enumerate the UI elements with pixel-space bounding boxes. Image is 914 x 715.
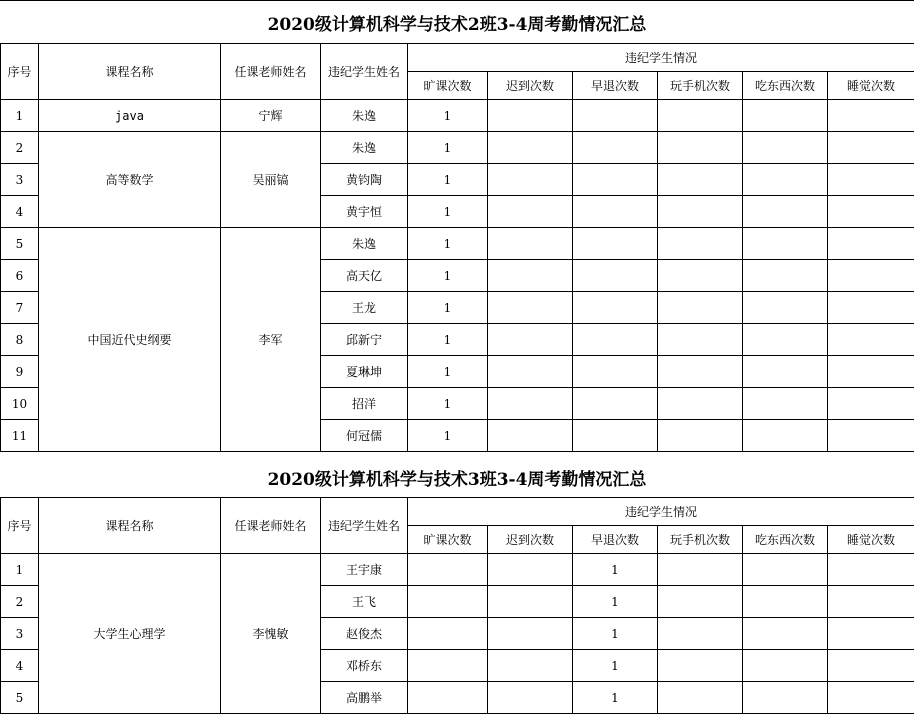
header-teacher: 任课老师姓名 [221,498,321,554]
course-cell: java [39,100,221,132]
attendance-table-class3 [0,497,914,714]
header-late: 迟到次数 [488,72,573,100]
sleep-count-cell [828,260,914,292]
header-violation-group: 违纪学生情况 [408,498,914,526]
late-count-cell [488,682,573,714]
phone-count-cell [658,324,743,356]
late-count-cell [488,228,573,260]
phone-count-cell [658,164,743,196]
absent-count-cell: 1 [408,388,488,420]
early-count-cell [573,292,658,324]
late-count-cell [488,164,573,196]
header-student: 违纪学生姓名 [321,44,408,100]
eat-count-cell [743,228,828,260]
header-course: 课程名称 [39,44,221,100]
late-count-cell [488,650,573,682]
seq-cell: 8 [1,324,39,356]
absent-count-cell: 1 [408,260,488,292]
student-cell: 黄钧陶 [321,164,408,196]
student-cell: 朱逸 [321,132,408,164]
early-count-cell: 1 [573,554,658,586]
teacher-cell: 李愧敏 [221,554,321,714]
late-count-cell [488,292,573,324]
header-student: 违纪学生姓名 [321,498,408,554]
header-sleep: 睡觉次数 [828,526,914,554]
top-border [0,0,914,1]
absent-count-cell [408,586,488,618]
attendance-table-class2 [0,43,914,452]
phone-count-cell [658,356,743,388]
sleep-count-cell [828,228,914,260]
seq-cell: 3 [1,164,39,196]
sleep-count-cell [828,618,914,650]
header-row [1,44,914,72]
student-cell: 高天亿 [321,260,408,292]
absent-count-cell: 1 [408,292,488,324]
eat-count-cell [743,356,828,388]
eat-count-cell [743,618,828,650]
eat-count-cell [743,682,828,714]
phone-count-cell [658,228,743,260]
early-count-cell [573,132,658,164]
absent-count-cell: 1 [408,132,488,164]
late-count-cell [488,324,573,356]
early-count-cell [573,228,658,260]
student-cell: 招洋 [321,388,408,420]
late-count-cell [488,618,573,650]
teacher-cell: 宁辉 [221,100,321,132]
seq-cell: 3 [1,618,39,650]
student-cell: 邱新宁 [321,324,408,356]
student-cell: 夏琳坤 [321,356,408,388]
header-violation-group: 违纪学生情况 [408,44,914,72]
header-absent: 旷课次数 [408,526,488,554]
late-count-cell [488,100,573,132]
student-cell: 黄宇恒 [321,196,408,228]
late-count-cell [488,554,573,586]
late-count-cell [488,196,573,228]
header-phone: 玩手机次数 [658,526,743,554]
seq-cell: 2 [1,586,39,618]
seq-cell: 4 [1,196,39,228]
eat-count-cell [743,132,828,164]
early-count-cell [573,100,658,132]
early-count-cell [573,420,658,452]
header-sleep: 睡觉次数 [828,72,914,100]
seq-cell: 5 [1,682,39,714]
phone-count-cell [658,132,743,164]
early-count-cell [573,196,658,228]
sleep-count-cell [828,420,914,452]
absent-count-cell: 1 [408,324,488,356]
eat-count-cell [743,260,828,292]
header-seq: 序号 [1,498,39,554]
eat-count-cell [743,650,828,682]
late-count-cell [488,420,573,452]
header-late: 迟到次数 [488,526,573,554]
student-cell: 王飞 [321,586,408,618]
phone-count-cell [658,100,743,132]
student-cell: 王龙 [321,292,408,324]
course-cell: 大学生心理学 [39,554,221,714]
table-row [1,132,914,164]
early-count-cell [573,356,658,388]
header-eat: 吃东西次数 [743,526,828,554]
teacher-cell: 李军 [221,228,321,452]
student-cell: 朱逸 [321,100,408,132]
absent-count-cell: 1 [408,228,488,260]
phone-count-cell [658,420,743,452]
teacher-cell: 吴丽镐 [221,132,321,228]
seq-cell: 7 [1,292,39,324]
seq-cell: 2 [1,132,39,164]
late-count-cell [488,586,573,618]
absent-count-cell: 1 [408,196,488,228]
seq-cell: 1 [1,554,39,586]
phone-count-cell [658,650,743,682]
table-row [1,228,914,260]
sleep-count-cell [828,650,914,682]
eat-count-cell [743,420,828,452]
sleep-count-cell [828,682,914,714]
header-phone: 玩手机次数 [658,72,743,100]
sleep-count-cell [828,196,914,228]
course-cell: 中国近代史纲要 [39,228,221,452]
header-early: 早退次数 [573,72,658,100]
early-count-cell: 1 [573,650,658,682]
header-teacher: 任课老师姓名 [221,44,321,100]
sleep-count-cell [828,100,914,132]
section-title-1: 2020级计算机科学与技术2班3-4周考勤情况汇总 [267,15,647,35]
eat-count-cell [743,164,828,196]
seq-cell: 11 [1,420,39,452]
early-count-cell [573,164,658,196]
phone-count-cell [658,618,743,650]
early-count-cell [573,260,658,292]
absent-count-cell [408,618,488,650]
eat-count-cell [743,324,828,356]
sleep-count-cell [828,356,914,388]
header-absent: 旷课次数 [408,72,488,100]
early-count-cell [573,324,658,356]
seq-cell: 1 [1,100,39,132]
absent-count-cell [408,682,488,714]
phone-count-cell [658,260,743,292]
phone-count-cell [658,586,743,618]
sleep-count-cell [828,388,914,420]
student-cell: 朱逸 [321,228,408,260]
absent-count-cell [408,650,488,682]
late-count-cell [488,356,573,388]
sleep-count-cell [828,586,914,618]
eat-count-cell [743,554,828,586]
eat-count-cell [743,586,828,618]
student-cell: 王宇康 [321,554,408,586]
seq-cell: 9 [1,356,39,388]
sleep-count-cell [828,292,914,324]
absent-count-cell: 1 [408,164,488,196]
late-count-cell [488,260,573,292]
sleep-count-cell [828,132,914,164]
seq-cell: 10 [1,388,39,420]
sleep-count-cell [828,324,914,356]
phone-count-cell [658,196,743,228]
late-count-cell [488,388,573,420]
absent-count-cell: 1 [408,420,488,452]
absent-count-cell: 1 [408,100,488,132]
header-seq: 序号 [1,44,39,100]
seq-cell: 6 [1,260,39,292]
phone-count-cell [658,388,743,420]
early-count-cell: 1 [573,682,658,714]
phone-count-cell [658,682,743,714]
eat-count-cell [743,100,828,132]
seq-cell: 5 [1,228,39,260]
header-course: 课程名称 [39,498,221,554]
early-count-cell: 1 [573,618,658,650]
absent-count-cell: 1 [408,356,488,388]
header-eat: 吃东西次数 [743,72,828,100]
late-count-cell [488,132,573,164]
phone-count-cell [658,292,743,324]
student-cell: 高鹏举 [321,682,408,714]
sleep-count-cell [828,554,914,586]
header-early: 早退次数 [573,526,658,554]
early-count-cell: 1 [573,586,658,618]
header-row [1,498,914,526]
early-count-cell [573,388,658,420]
student-cell: 何冠儒 [321,420,408,452]
course-cell: 高等数学 [39,132,221,228]
table-row [1,100,914,132]
student-cell: 邓桥东 [321,650,408,682]
sleep-count-cell [828,164,914,196]
table-row [1,554,914,586]
eat-count-cell [743,292,828,324]
eat-count-cell [743,196,828,228]
absent-count-cell [408,554,488,586]
student-cell: 赵俊杰 [321,618,408,650]
section-title-2: 2020级计算机科学与技术3班3-4周考勤情况汇总 [267,470,647,490]
phone-count-cell [658,554,743,586]
eat-count-cell [743,388,828,420]
seq-cell: 4 [1,650,39,682]
